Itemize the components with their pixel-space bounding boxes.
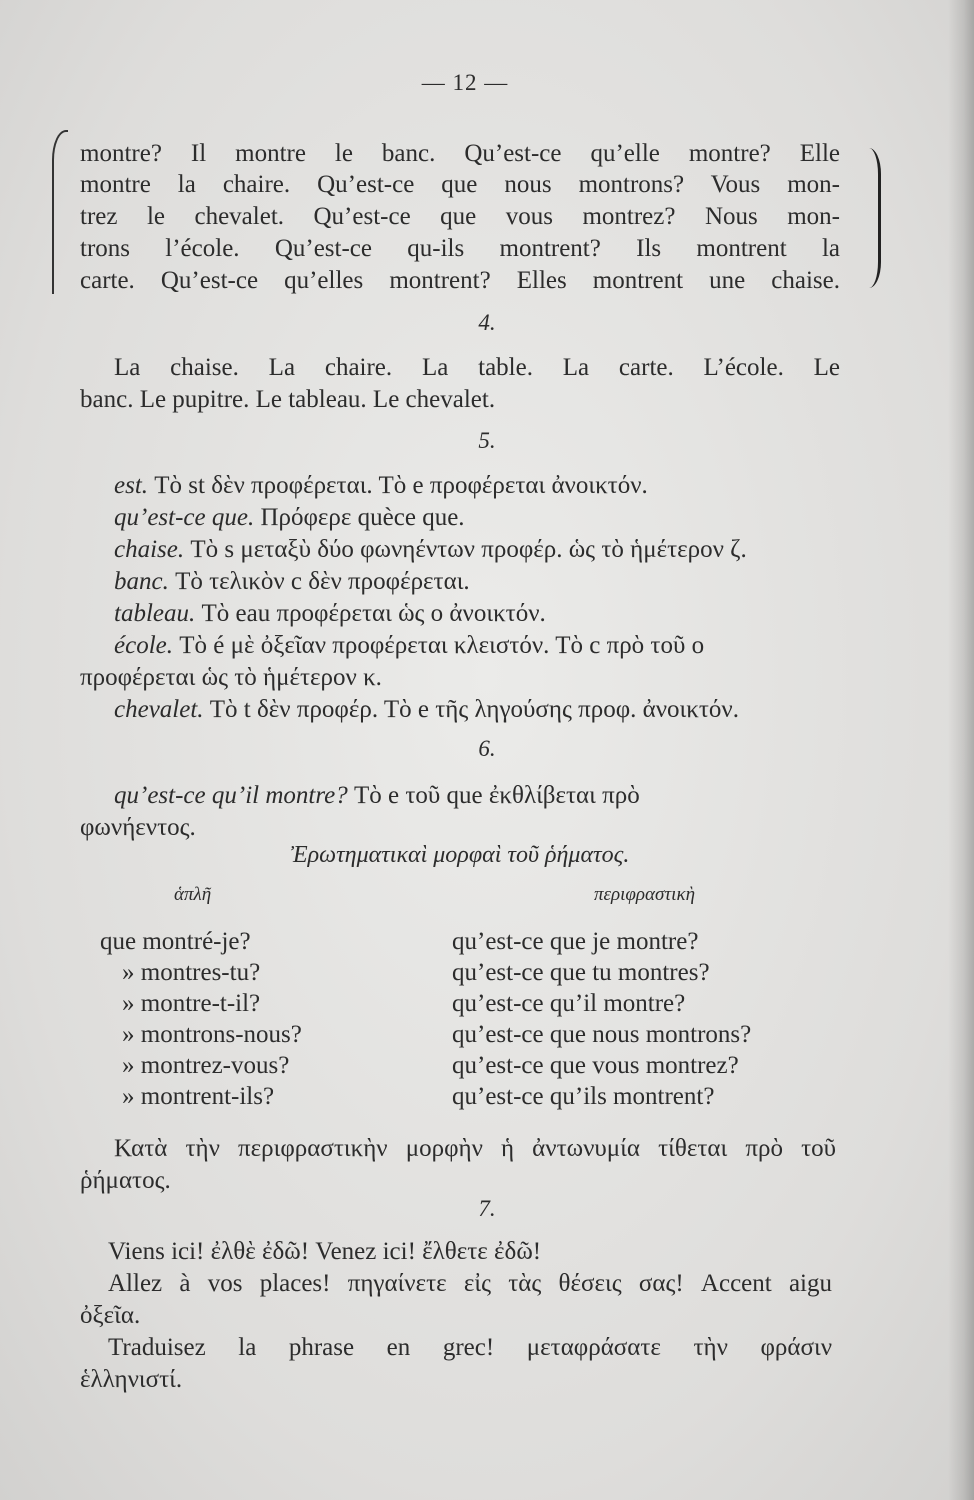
section-7-line: Traduisez la phrase en grec! μεταφράσατε τὴν φράσιν — [108, 1334, 832, 1361]
page-number: — 12 — — [421, 70, 509, 95]
paragraph-line: trons l’école. Qu’est-ce qu-ils montrent? Ils montrent la — [80, 235, 840, 262]
simple-form: » montrons-nous? — [122, 1021, 302, 1048]
french-term: qu’est-ce que. — [114, 504, 255, 531]
section-4-line: La chaise. La chaire. La table. La carte. L’école. Le — [114, 354, 840, 381]
section-6-intro-cont: φωνήεντος. — [80, 814, 196, 841]
greek-explanation: Τὸ t δὲν προφέρ. Τὸ e τῆς ληγούσης προφ. ἀνοικτόν. — [203, 696, 739, 723]
simple-form: » montres-tu? — [122, 959, 261, 986]
section-5-line — [114, 566, 874, 598]
paragraph-line: montre? Il montre le banc. Qu’est-ce qu’elle montre? Elle — [80, 140, 840, 167]
greek-explanation: Πρόφερε quèce que. — [254, 504, 465, 531]
table-row — [100, 926, 860, 958]
table-row — [100, 1081, 860, 1113]
section-5-line — [114, 598, 874, 630]
section-5-line — [80, 662, 840, 694]
simple-form: que montré-je? — [100, 928, 251, 955]
section-5-line — [114, 630, 874, 662]
note-line: ῥήματος. — [80, 1167, 171, 1194]
french-term: qu’est-ce qu’il montre? — [114, 782, 348, 809]
section-4-line: banc. Le pupitre. Le tableau. Le chevalet. — [80, 386, 496, 413]
right-bracket-mark — [866, 148, 881, 288]
simple-form: » montrez-vous? — [122, 1052, 290, 1079]
french-term: école. — [114, 632, 173, 659]
section-5-line — [114, 502, 874, 534]
section-number: 7. — [478, 1196, 496, 1221]
section-7-line: ὀξεῖα. — [80, 1302, 141, 1329]
section-number: 4. — [478, 310, 496, 335]
table-row — [100, 988, 860, 1020]
column-header-simple: ἁπλῆ — [174, 884, 212, 905]
simple-form: » montre-t-il? — [122, 990, 261, 1017]
french-term: tableau. — [114, 600, 196, 627]
column-header-periphrastic: περιφραστικὴ — [594, 884, 696, 905]
greek-explanation: Τὸ eau προφέρεται ὡς ο ἀνοικτόν. — [195, 600, 546, 627]
section-6-intro — [114, 780, 874, 812]
section-number: 6. — [478, 736, 496, 761]
periphrastic-form: qu’est-ce qu’ils montrent? — [452, 1083, 715, 1110]
periphrastic-form: qu’est-ce que tu montres? — [452, 959, 710, 986]
section-7-line: ἑλληνιστί. — [80, 1366, 183, 1393]
french-term: chaise. — [114, 536, 185, 563]
greek-explanation: Τὸ é μὲ ὀξεῖαν προφέρεται κλειστόν. Τὸ c πρὸ τοῦ o — [172, 632, 705, 659]
greek-explanation: προφέρεται ὡς τὸ ἡμέτερον κ. — [80, 664, 382, 691]
section-5-line — [114, 534, 874, 566]
periphrastic-form: qu’est-ce que je montre? — [452, 928, 699, 955]
section-7-line: Allez à vos places! πηγαίνετε εἰς τὰς θέσεις σας! Accent aigu — [108, 1270, 832, 1297]
note-line: Κατὰ τὴν περιφραστικὴν μορφὴν ἡ ἀντωνυμία τίθεται πρὸ τοῦ — [114, 1135, 836, 1162]
french-term: est. — [114, 472, 149, 499]
table-row — [100, 1019, 860, 1051]
table-row — [100, 957, 860, 989]
section-5-line — [114, 470, 874, 502]
greek-explanation: Τὸ st δὲν προφέρεται. Τὸ e προφέρεται ἀνοικτόν. — [148, 472, 648, 499]
paragraph-line: trez le chevalet. Qu’est-ce que vous montrez? Nous mon- — [80, 203, 840, 230]
paragraph-line: montre la chaire. Qu’est-ce que nous montrons? Vous mon- — [80, 171, 840, 198]
greek-explanation: Τὸ s μεταξὺ δύο φωνηέντων προφέρ. ὡς τὸ ἡμέτερον ζ. — [184, 536, 747, 563]
simple-form: » montrent-ils? — [122, 1083, 275, 1110]
paragraph-line: carte. Qu’est-ce qu’elles montrent? Elles montrent une chaise. — [80, 267, 840, 294]
periphrastic-form: qu’est-ce que nous montrons? — [452, 1021, 752, 1048]
section-number: 5. — [478, 428, 496, 453]
greek-explanation: Τὸ e τοῦ que ἐκθλίβεται πρὸ — [347, 782, 640, 809]
section-7-line: Viens ici! ἐλθὲ ἐδῶ! Venez ici! ἔλθετε ἐδῶ! — [108, 1238, 542, 1265]
left-bracket-mark — [52, 130, 68, 294]
periphrastic-form: qu’est-ce qu’il montre? — [452, 990, 686, 1017]
french-term: banc. — [114, 568, 169, 595]
greek-explanation: Τὸ τελικὸν c δὲν προφέρεται. — [168, 568, 470, 595]
periphrastic-form: qu’est-ce que vous montrez? — [452, 1052, 739, 1079]
section-5-line — [114, 694, 874, 726]
table-row — [100, 1050, 860, 1082]
table-heading: Ἐρωτηματικαὶ μορφαὶ τοῦ ῥήματος. — [290, 842, 630, 868]
french-term: chevalet. — [114, 696, 204, 723]
